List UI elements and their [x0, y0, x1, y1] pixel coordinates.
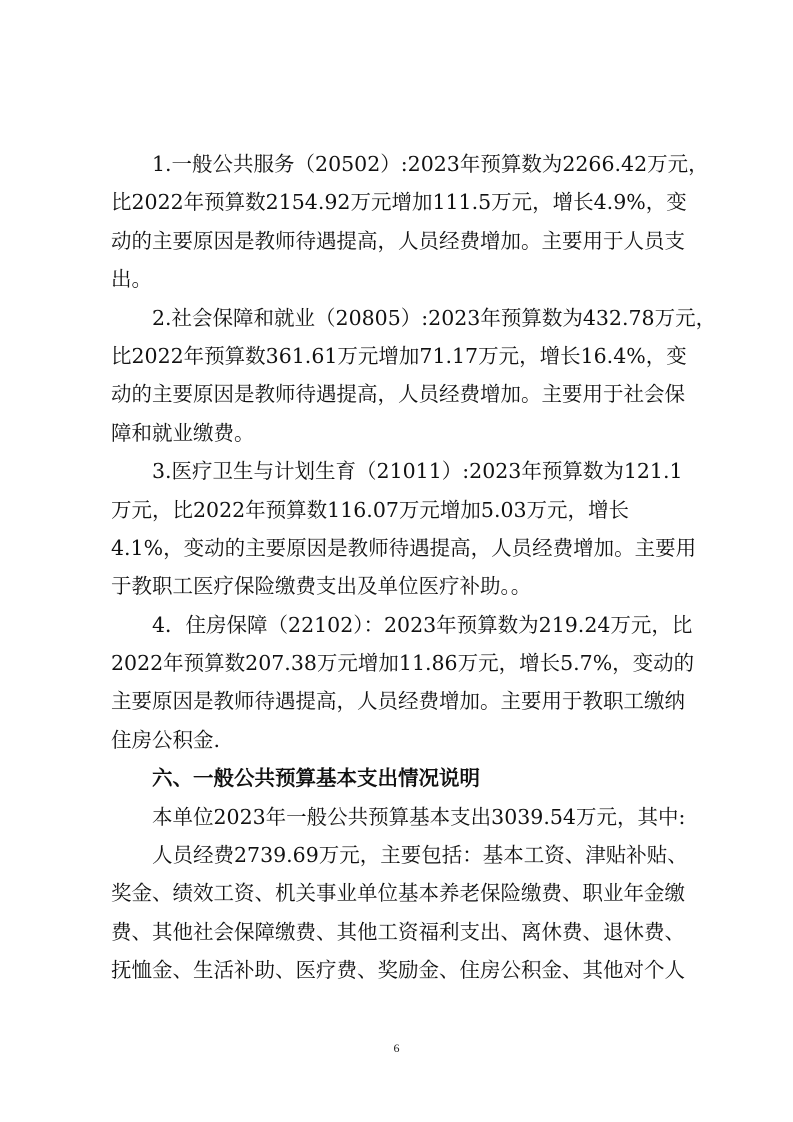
paragraph-2-line-2: 比2022年预算数361.61万元增加71.17万元，增长16.4%，变 [111, 343, 687, 368]
page-number: 6 [393, 1041, 400, 1055]
paragraph-2-line-3: 动的主要原因是教师待遇提高，人员经费增加。主要用于社会保 [111, 382, 685, 407]
paragraph-2-line-4: 障和就业缴费。 [111, 420, 255, 445]
paragraph-4-line-1: 4．住房保障（22102）：2023年预算数为219.24万元，比 [152, 612, 693, 637]
section-heading: 六、一般公共预算基本支出情况说明 [152, 766, 480, 791]
paragraph-3-line-2: 万元，比2022年预算数116.07万元增加5.03万元，增长 [111, 497, 630, 522]
paragraph-6-line-3: 费、其他社会保障缴费、其他工资福利支出、离休费、退休费、 [111, 919, 685, 944]
paragraph-1-line-2: 比2022年预算数2154.92万元增加111.5万元，增长4.9%，变 [111, 190, 687, 215]
body-text [111, 145, 717, 990]
paragraph-6-line-2: 奖金、绩效工资、机关事业单位基本养老保险缴费、职业年金缴 [111, 881, 685, 906]
paragraph-3-line-3: 4.1%，变动的主要原因是教师待遇提高，人员经费增加。主要用 [111, 535, 697, 560]
paragraph-1-line-3: 动的主要原因是教师待遇提高，人员经费增加。主要用于人员支 [111, 228, 685, 253]
paragraph-6-line-4: 抚恤金、生活补助、医疗费、奖励金、住房公积金、其他对个人 [111, 958, 685, 983]
paragraph-6-line-1: 人员经费2739.69万元，主要包括：基本工资、津贴补贴、 [152, 843, 688, 868]
paragraph-3-line-4: 于教职工医疗保险缴费支出及单位医疗补助。。 [111, 574, 532, 599]
paragraph-1-line-1: 1.一般公共服务（20502）:2023年预算数为2266.42万元， [152, 152, 709, 176]
paragraph-2-line-1: 2.社会保障和就业（20805）:2023年预算数为432.78万元， [152, 305, 717, 330]
paragraph-4-line-3: 主要原因是教师待遇提高，人员经费增加。主要用于教职工缴纳 [111, 689, 685, 714]
paragraph-5-line-1: 本单位2023年一般公共预算基本支出3039.54万元，其中: [152, 804, 686, 829]
paragraph-1-line-4: 出。 [111, 267, 152, 292]
paragraph-3-line-1: 3.医疗卫生与计划生育（21011）:2023年预算数为121.1 [152, 459, 683, 484]
paragraph-4-line-2: 2022年预算数207.38万元增加11.86万元，增长5.7%，变动的 [111, 651, 695, 676]
paragraph-4-line-4: 住房公积金. [111, 727, 221, 752]
